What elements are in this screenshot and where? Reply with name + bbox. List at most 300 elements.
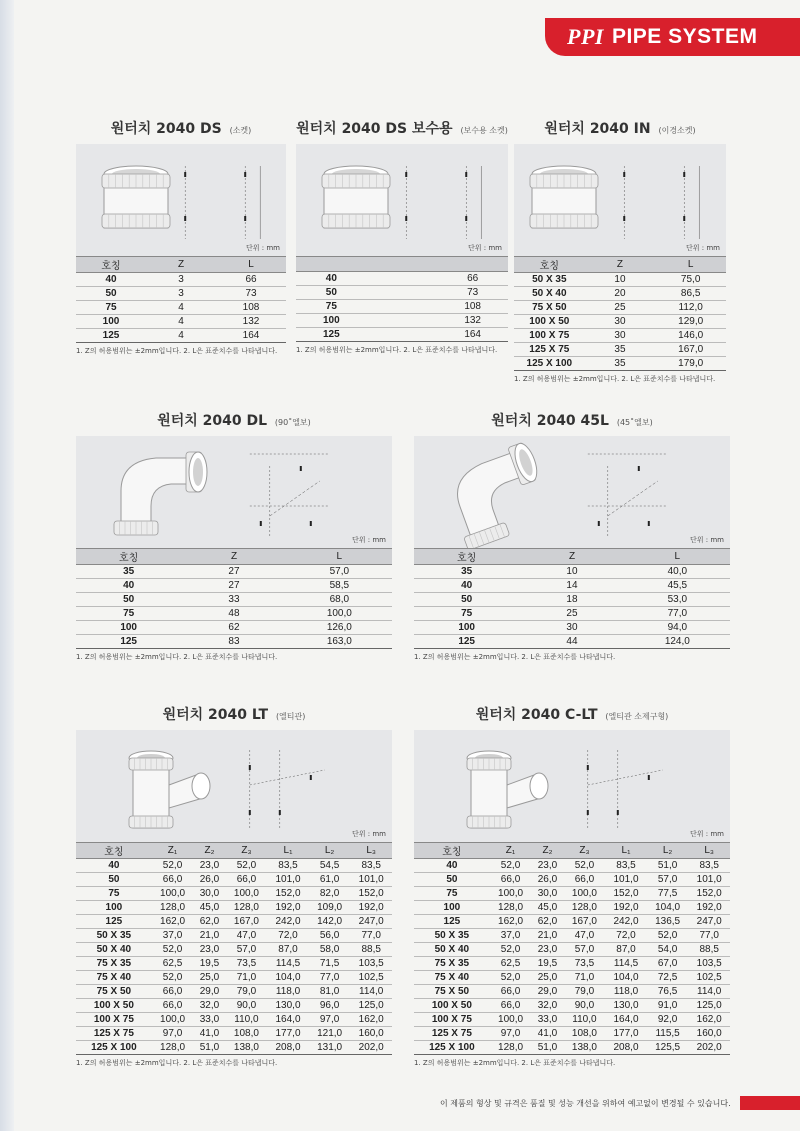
unit-label: 단위 : mm	[690, 830, 724, 838]
section-title-text: 원터치 2040 DS	[110, 121, 222, 137]
table-cell: 100,0	[226, 887, 268, 901]
table-cell: 100	[76, 315, 146, 329]
table-cell: 124,0	[625, 635, 730, 649]
table-cell: 162,0	[490, 915, 532, 929]
table-cell: 23,0	[193, 943, 225, 957]
table-cell: 142,0	[309, 915, 351, 929]
table-row	[76, 873, 392, 887]
table-cell: 37,0	[490, 929, 532, 943]
table-cell: 167,0	[226, 915, 268, 929]
table-cell: 100	[76, 621, 181, 635]
table-cell: 114,0	[688, 985, 730, 999]
section-dl	[76, 412, 392, 662]
table-row	[76, 1041, 392, 1055]
table-cell: 52,0	[152, 859, 194, 873]
table-row	[76, 1013, 392, 1027]
table-cell: 72,5	[647, 971, 689, 985]
table-cell: 101,0	[688, 873, 730, 887]
table-cell: 92,0	[647, 1013, 689, 1027]
table-cell: 50	[76, 287, 146, 301]
table-cell: 90,0	[226, 999, 268, 1013]
product-figure	[76, 144, 286, 256]
table-row	[414, 957, 730, 971]
product-figure	[414, 730, 730, 842]
table-cell: 73	[437, 286, 508, 300]
table-cell: 75 X 40	[76, 971, 152, 985]
table-cell: 83,5	[688, 859, 730, 873]
table-cell: 61,0	[309, 873, 351, 887]
section-title-text: 원터치 2040 DL	[157, 413, 268, 429]
table-cell: 88,5	[688, 943, 730, 957]
table-cell: 29,0	[531, 985, 563, 999]
column-header: L₁	[267, 843, 309, 859]
table-cell: 71,0	[564, 971, 606, 985]
table-cell: 167,0	[655, 343, 726, 357]
section-title-text: 원터치 2040 45L	[491, 413, 609, 429]
column-header: 호칭	[76, 257, 146, 273]
table-cell: 71,0	[226, 971, 268, 985]
table-row	[76, 859, 392, 873]
table-cell: 52,0	[564, 859, 606, 873]
table-cell: 66,0	[152, 999, 194, 1013]
table-cell: 10	[519, 565, 624, 579]
table-row	[414, 887, 730, 901]
table-cell: 45,0	[531, 901, 563, 915]
table-cell: 101,0	[267, 873, 309, 887]
table-row	[296, 328, 508, 342]
table-row	[76, 635, 392, 649]
column-header: Z₁	[152, 843, 194, 859]
table-cell	[367, 300, 438, 314]
table-cell: 57,0	[287, 565, 392, 579]
table-cell: 125	[76, 329, 146, 343]
table-cell: 102,5	[350, 971, 392, 985]
table-cell: 40	[296, 272, 367, 286]
section-ds	[76, 120, 286, 356]
table-cell: 76,5	[647, 985, 689, 999]
table-cell: 41,0	[193, 1027, 225, 1041]
table-cell: 125 X 100	[414, 1041, 490, 1055]
table-row	[76, 887, 392, 901]
table-cell: 177,0	[267, 1027, 309, 1041]
table-cell: 125,5	[647, 1041, 689, 1055]
column-header: Z	[146, 257, 216, 273]
table-cell: 21,0	[531, 929, 563, 943]
section-title	[414, 706, 730, 724]
table-cell: 83,5	[267, 859, 309, 873]
table-cell: 100	[414, 901, 490, 915]
table-cell: 67,0	[647, 957, 689, 971]
table-cell: 164	[437, 328, 508, 342]
table-row	[414, 579, 730, 593]
column-header: Z	[181, 549, 286, 565]
table-cell: 75	[414, 887, 490, 901]
table-cell: 101,0	[350, 873, 392, 887]
table-cell: 32,0	[193, 999, 225, 1013]
unit-label: 단위 : mm	[246, 244, 280, 252]
table-cell: 125 X 100	[76, 1041, 152, 1055]
table-cell	[367, 272, 438, 286]
tolerance-note: 1. Z의 허용범위는 ±2mm입니다. 2. L은 표준치수를 나타냅니다.	[296, 346, 498, 354]
table-cell: 125,0	[688, 999, 730, 1013]
table-cell: 50 X 35	[514, 273, 585, 287]
table-cell: 160,0	[688, 1027, 730, 1041]
table-cell: 77,0	[350, 929, 392, 943]
table-row	[76, 621, 392, 635]
table-cell: 51,0	[193, 1041, 225, 1055]
table-cell: 247,0	[688, 915, 730, 929]
unit-label: 단위 : mm	[352, 536, 386, 544]
table-cell: 30	[585, 329, 656, 343]
table-cell: 50 X 40	[414, 943, 490, 957]
table-cell: 100 X 50	[514, 315, 585, 329]
column-header: L₂	[647, 843, 689, 859]
fitting-illustration	[76, 730, 392, 842]
table-cell: 164,0	[267, 1013, 309, 1027]
table-row	[514, 315, 726, 329]
table-cell: 91,0	[647, 999, 689, 1013]
column-header: Z₂	[531, 843, 563, 859]
table-row	[414, 943, 730, 957]
table-cell: 138,0	[226, 1041, 268, 1055]
table-cell: 114,5	[605, 957, 647, 971]
table-cell: 33,0	[193, 1013, 225, 1027]
table-row	[76, 593, 392, 607]
table-cell: 100 X 75	[76, 1013, 152, 1027]
table-row	[514, 301, 726, 315]
table-cell: 27	[181, 579, 286, 593]
table-row	[414, 607, 730, 621]
table-cell: 118,0	[267, 985, 309, 999]
table-cell: 87,0	[267, 943, 309, 957]
table-row	[76, 273, 286, 287]
table-cell: 50	[414, 873, 490, 887]
table-cell: 125 X 75	[414, 1027, 490, 1041]
table-cell: 54,5	[309, 859, 351, 873]
table-cell: 41,0	[531, 1027, 563, 1041]
table-cell: 75	[76, 301, 146, 315]
table-row	[296, 300, 508, 314]
table-cell: 45,0	[193, 901, 225, 915]
table-row	[414, 915, 730, 929]
table-cell: 103,5	[688, 957, 730, 971]
table-cell: 50 X 35	[414, 929, 490, 943]
table-cell: 44	[519, 635, 624, 649]
column-header: L	[625, 549, 730, 565]
table-cell: 77,0	[309, 971, 351, 985]
table-cell: 18	[519, 593, 624, 607]
fitting-illustration	[76, 436, 392, 548]
table-cell: 3	[146, 287, 216, 301]
section-subtitle: (45˚엘보)	[616, 418, 653, 427]
table-cell: 108,0	[564, 1027, 606, 1041]
table-cell: 104,0	[647, 901, 689, 915]
table-cell: 152,0	[350, 887, 392, 901]
table-row	[76, 901, 392, 915]
table-cell: 100	[296, 314, 367, 328]
table-row	[296, 314, 508, 328]
table-row	[76, 607, 392, 621]
table-cell: 109,0	[309, 901, 351, 915]
table-cell: 208,0	[605, 1041, 647, 1055]
table-cell: 83,5	[605, 859, 647, 873]
column-header: L₂	[309, 843, 351, 859]
column-header: L	[287, 549, 392, 565]
section-title	[296, 120, 508, 138]
table-cell: 35	[585, 343, 656, 357]
spec-table	[514, 256, 726, 371]
table-row	[414, 1041, 730, 1055]
table-cell: 58,0	[309, 943, 351, 957]
section-title-text: 원터치 2040 DS 보수용	[296, 121, 453, 137]
column-header: Z₃	[564, 843, 606, 859]
table-cell: 62	[181, 621, 286, 635]
table-cell: 62,5	[152, 957, 194, 971]
table-cell: 125	[76, 915, 152, 929]
product-figure	[76, 730, 392, 842]
table-cell: 128,0	[490, 1041, 532, 1055]
table-cell: 20	[585, 287, 656, 301]
table-row	[76, 971, 392, 985]
section-subtitle: (보수용 소켓)	[460, 126, 508, 135]
table-cell: 19,5	[193, 957, 225, 971]
table-cell: 100,0	[287, 607, 392, 621]
table-row	[514, 343, 726, 357]
spec-table	[414, 548, 730, 649]
table-cell: 108	[437, 300, 508, 314]
table-cell: 14	[519, 579, 624, 593]
spec-table	[414, 842, 730, 1055]
table-cell: 114,5	[267, 957, 309, 971]
column-header: Z	[519, 549, 624, 565]
table-cell: 75 X 35	[414, 957, 490, 971]
table-cell: 97,0	[490, 1027, 532, 1041]
table-cell: 23,0	[531, 943, 563, 957]
section-title	[76, 120, 286, 138]
column-header	[367, 257, 438, 272]
spec-table	[76, 842, 392, 1055]
table-cell: 130,0	[605, 999, 647, 1013]
section-title-text: 원터치 2040 LT	[162, 707, 269, 723]
table-row	[414, 621, 730, 635]
table-cell: 52,0	[152, 971, 194, 985]
table-cell: 32,0	[531, 999, 563, 1013]
column-header: L₃	[688, 843, 730, 859]
table-cell: 30	[585, 315, 656, 329]
table-cell: 50	[76, 593, 181, 607]
table-cell: 66,0	[564, 873, 606, 887]
table-cell: 68,0	[287, 593, 392, 607]
table-cell: 81,0	[309, 985, 351, 999]
table-cell: 100,0	[152, 887, 194, 901]
table-cell: 128,0	[152, 1041, 194, 1055]
table-cell: 163,0	[287, 635, 392, 649]
table-cell: 179,0	[655, 357, 726, 371]
table-cell: 177,0	[605, 1027, 647, 1041]
table-row	[414, 859, 730, 873]
table-cell: 75 X 50	[514, 301, 585, 315]
table-cell: 110,0	[564, 1013, 606, 1027]
tolerance-note: 1. Z의 허용범위는 ±2mm입니다. 2. L은 표준치수를 나타냅니다.	[414, 1059, 616, 1067]
table-cell: 75 X 50	[414, 985, 490, 999]
table-cell: 90,0	[564, 999, 606, 1013]
table-cell: 35	[414, 565, 519, 579]
table-cell: 79,0	[226, 985, 268, 999]
table-cell: 125 X 75	[514, 343, 585, 357]
section-ds-repair	[296, 120, 508, 355]
section-title	[414, 412, 730, 430]
table-cell: 103,5	[350, 957, 392, 971]
spec-table	[76, 256, 286, 343]
column-header	[296, 257, 367, 272]
section-subtitle: (엘티관)	[275, 712, 306, 721]
table-row	[414, 565, 730, 579]
table-cell: 79,0	[564, 985, 606, 999]
table-row	[514, 273, 726, 287]
column-header: 호칭	[514, 257, 585, 273]
table-cell: 45,5	[625, 579, 730, 593]
table-cell: 138,0	[564, 1041, 606, 1055]
table-cell: 3	[146, 273, 216, 287]
table-row	[414, 971, 730, 985]
fitting-illustration	[414, 436, 730, 548]
table-cell: 19,5	[531, 957, 563, 971]
table-cell: 40	[414, 579, 519, 593]
table-cell: 62,0	[531, 915, 563, 929]
table-cell: 23,0	[531, 859, 563, 873]
table-cell: 114,0	[350, 985, 392, 999]
table-cell: 104,0	[605, 971, 647, 985]
table-row	[76, 329, 286, 343]
table-cell: 66	[216, 273, 286, 287]
table-cell: 100 X 75	[514, 329, 585, 343]
footer-accent-bar	[740, 1096, 800, 1110]
table-row	[76, 1027, 392, 1041]
table-cell: 62,0	[193, 915, 225, 929]
table-row	[76, 957, 392, 971]
table-cell: 94,0	[625, 621, 730, 635]
table-cell: 100 X 50	[76, 999, 152, 1013]
table-cell: 66,0	[490, 873, 532, 887]
table-cell: 162,0	[688, 1013, 730, 1027]
table-cell: 37,0	[152, 929, 194, 943]
table-cell: 75 X 50	[76, 985, 152, 999]
unit-label: 단위 : mm	[686, 244, 720, 252]
table-row	[514, 287, 726, 301]
table-cell: 47,0	[564, 929, 606, 943]
section-title-text: 원터치 2040 IN	[544, 121, 651, 137]
table-cell: 164,0	[605, 1013, 647, 1027]
section-subtitle: (90˚엘보)	[274, 418, 311, 427]
table-cell: 132	[437, 314, 508, 328]
table-cell: 121,0	[309, 1027, 351, 1041]
column-header: Z	[585, 257, 656, 273]
table-cell: 83	[181, 635, 286, 649]
table-cell: 131,0	[309, 1041, 351, 1055]
table-row	[76, 301, 286, 315]
table-cell: 192,0	[350, 901, 392, 915]
table-cell: 66	[437, 272, 508, 286]
table-cell: 77,0	[688, 929, 730, 943]
table-cell: 160,0	[350, 1027, 392, 1041]
table-row	[414, 901, 730, 915]
table-cell: 247,0	[350, 915, 392, 929]
tolerance-note: 1. Z의 허용범위는 ±2mm입니다. 2. L은 표준치수를 나타냅니다.	[76, 347, 278, 355]
table-row	[76, 315, 286, 329]
table-cell: 4	[146, 301, 216, 315]
table-cell: 52,0	[647, 929, 689, 943]
table-cell: 112,0	[655, 301, 726, 315]
spec-table	[296, 256, 508, 342]
table-cell: 115,5	[647, 1027, 689, 1041]
table-cell: 66,0	[226, 873, 268, 887]
table-cell: 242,0	[605, 915, 647, 929]
fitting-illustration	[514, 144, 726, 256]
table-cell: 30,0	[531, 887, 563, 901]
table-cell: 52,0	[490, 971, 532, 985]
table-cell: 87,0	[605, 943, 647, 957]
table-cell: 146,0	[655, 329, 726, 343]
table-cell: 128,0	[226, 901, 268, 915]
table-cell: 52,0	[226, 859, 268, 873]
table-cell: 50 X 40	[76, 943, 152, 957]
scan-edge	[0, 0, 14, 1131]
table-row	[76, 943, 392, 957]
table-cell: 10	[585, 273, 656, 287]
table-row	[76, 985, 392, 999]
table-cell: 57,0	[226, 943, 268, 957]
table-cell: 125 X 75	[76, 1027, 152, 1041]
column-header	[437, 257, 508, 272]
table-cell: 192,0	[605, 901, 647, 915]
table-cell: 66,0	[490, 999, 532, 1013]
table-cell: 71,5	[309, 957, 351, 971]
table-cell: 192,0	[267, 901, 309, 915]
table-cell: 125	[76, 635, 181, 649]
footer-notice: 이 제품의 형상 및 규격은 품질 및 성능 개선을 위하여 예고없이 변경될 수 있습니다.	[440, 1098, 731, 1108]
table-cell: 50 X 35	[76, 929, 152, 943]
table-cell: 128,0	[564, 901, 606, 915]
table-cell: 40	[76, 859, 152, 873]
column-header: L	[216, 257, 286, 273]
column-header: 호칭	[76, 549, 181, 565]
table-cell: 136,5	[647, 915, 689, 929]
table-row	[296, 286, 508, 300]
section-subtitle: (소켓)	[229, 126, 252, 135]
table-cell: 52,0	[490, 943, 532, 957]
table-cell: 54,0	[647, 943, 689, 957]
product-figure	[514, 144, 726, 256]
tolerance-note: 1. Z의 허용범위는 ±2mm입니다. 2. L은 표준치수를 나타냅니다.	[414, 653, 616, 661]
table-cell: 30,0	[193, 887, 225, 901]
table-cell: 242,0	[267, 915, 309, 929]
table-cell: 50 X 40	[514, 287, 585, 301]
table-cell: 152,0	[267, 887, 309, 901]
table-cell: 75 X 35	[76, 957, 152, 971]
table-cell: 53,0	[625, 593, 730, 607]
table-cell: 125,0	[350, 999, 392, 1013]
table-cell: 125	[414, 635, 519, 649]
column-header: 호칭	[414, 843, 490, 859]
table-cell: 33,0	[531, 1013, 563, 1027]
section-in	[514, 120, 726, 384]
table-cell: 25	[519, 607, 624, 621]
table-cell: 202,0	[350, 1041, 392, 1055]
table-cell: 110,0	[226, 1013, 268, 1027]
table-cell: 75	[414, 607, 519, 621]
table-cell: 40	[76, 273, 146, 287]
section-45l	[414, 412, 730, 662]
